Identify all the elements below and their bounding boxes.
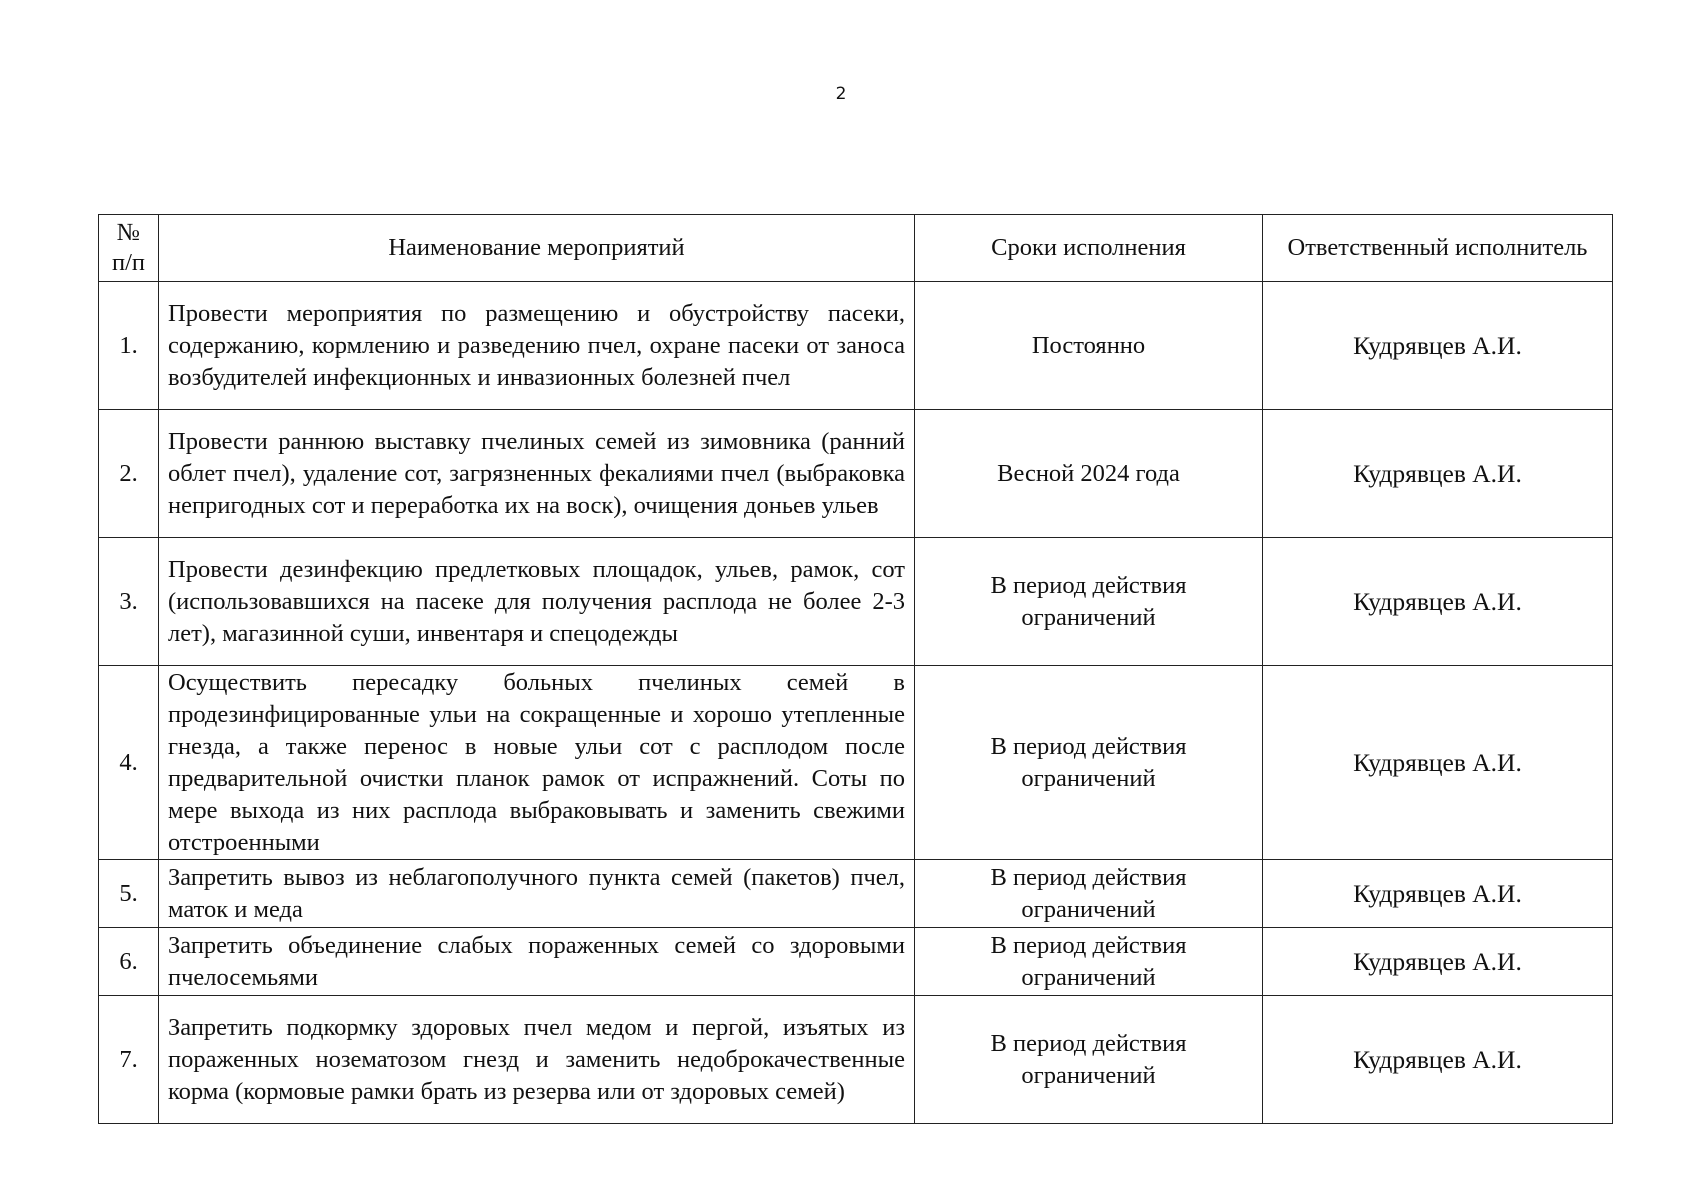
measure-responsible: Кудрявцев А.И. [1263,996,1613,1124]
table-row [99,538,1613,666]
row-number: 5. [99,860,159,928]
header-responsible: Ответственный исполнитель [1263,215,1613,282]
measure-deadline: В период действия ограничений [915,996,1263,1124]
measure-responsible: Кудрявцев А.И. [1263,666,1613,860]
measure-responsible: Кудрявцев А.И. [1263,410,1613,538]
measure-deadline: Весной 2024 года [915,410,1263,538]
measure-deadline: В период действия ограничений [915,666,1263,860]
measure-name: Запретить подкормку здоровых пчел медом и пергой, изъятых из пораженных нозематозом гнезд и заменить недоброкачественные корма (кормовые рамки брать из резерва или от здоровых семей) [159,996,915,1124]
measure-name: Провести мероприятия по размещению и обустройству пасеки, содержанию, кормлению и разведению пчел, охране пасеки от заноса возбудителей инфекционных и инвазионных болезней пчел [159,282,915,410]
header-name: Наименование мероприятий [159,215,915,282]
page-number: 2 [835,84,847,104]
row-number: 1. [99,282,159,410]
table-row [99,666,1613,860]
table-row [99,410,1613,538]
table-header-row [99,215,1613,282]
measure-deadline: В период действия ограничений [915,928,1263,996]
measure-deadline: Постоянно [915,282,1263,410]
row-number: 2. [99,410,159,538]
measure-name: Запретить объединение слабых пораженных семей со здоровыми пчелосемьями [159,928,915,996]
measure-responsible: Кудрявцев А.И. [1263,282,1613,410]
measure-name: Провести дезинфекцию предлетковых площадок, ульев, рамок, сот (использовавшихся на пасеке для получения расплода не более 2-3 лет), магазинной суши, инвентаря и спецодежды [159,538,915,666]
table-row [99,996,1613,1124]
measure-responsible: Кудрявцев А.И. [1263,860,1613,928]
header-num: № п/п [99,215,159,282]
row-number: 6. [99,928,159,996]
measure-name: Запретить вывоз из неблагополучного пункта семей (пакетов) пчел, маток и меда [159,860,915,928]
measure-deadline: В период действия ограничений [915,538,1263,666]
measure-deadline: В период действия ограничений [915,860,1263,928]
row-number: 4. [99,666,159,860]
table-row [99,282,1613,410]
row-number: 7. [99,996,159,1124]
table-row [99,860,1613,928]
row-number: 3. [99,538,159,666]
measure-name: Провести раннюю выставку пчелиных семей из зимовника (ранний облет пчел), удаление сот, загрязненных фекалиями пчел (выбраковка непригодных сот и переработка их на воск), очищения доньев ульев [159,410,915,538]
header-deadline: Сроки исполнения [915,215,1263,282]
measures-table [98,214,1613,1124]
table-row [99,928,1613,996]
measure-responsible: Кудрявцев А.И. [1263,928,1613,996]
measure-responsible: Кудрявцев А.И. [1263,538,1613,666]
measure-name: Осуществить пересадку больных пчелиных семей в продезинфицированные ульи на сокращенные и хорошо утепленные гнезда, а также перенос в новые ульи сот с расплодом после предварительной очистки планок рамок от испражнений. Соты по мере выхода из них расплода выбраковывать и заменить свежими отстроенными [159,666,915,860]
